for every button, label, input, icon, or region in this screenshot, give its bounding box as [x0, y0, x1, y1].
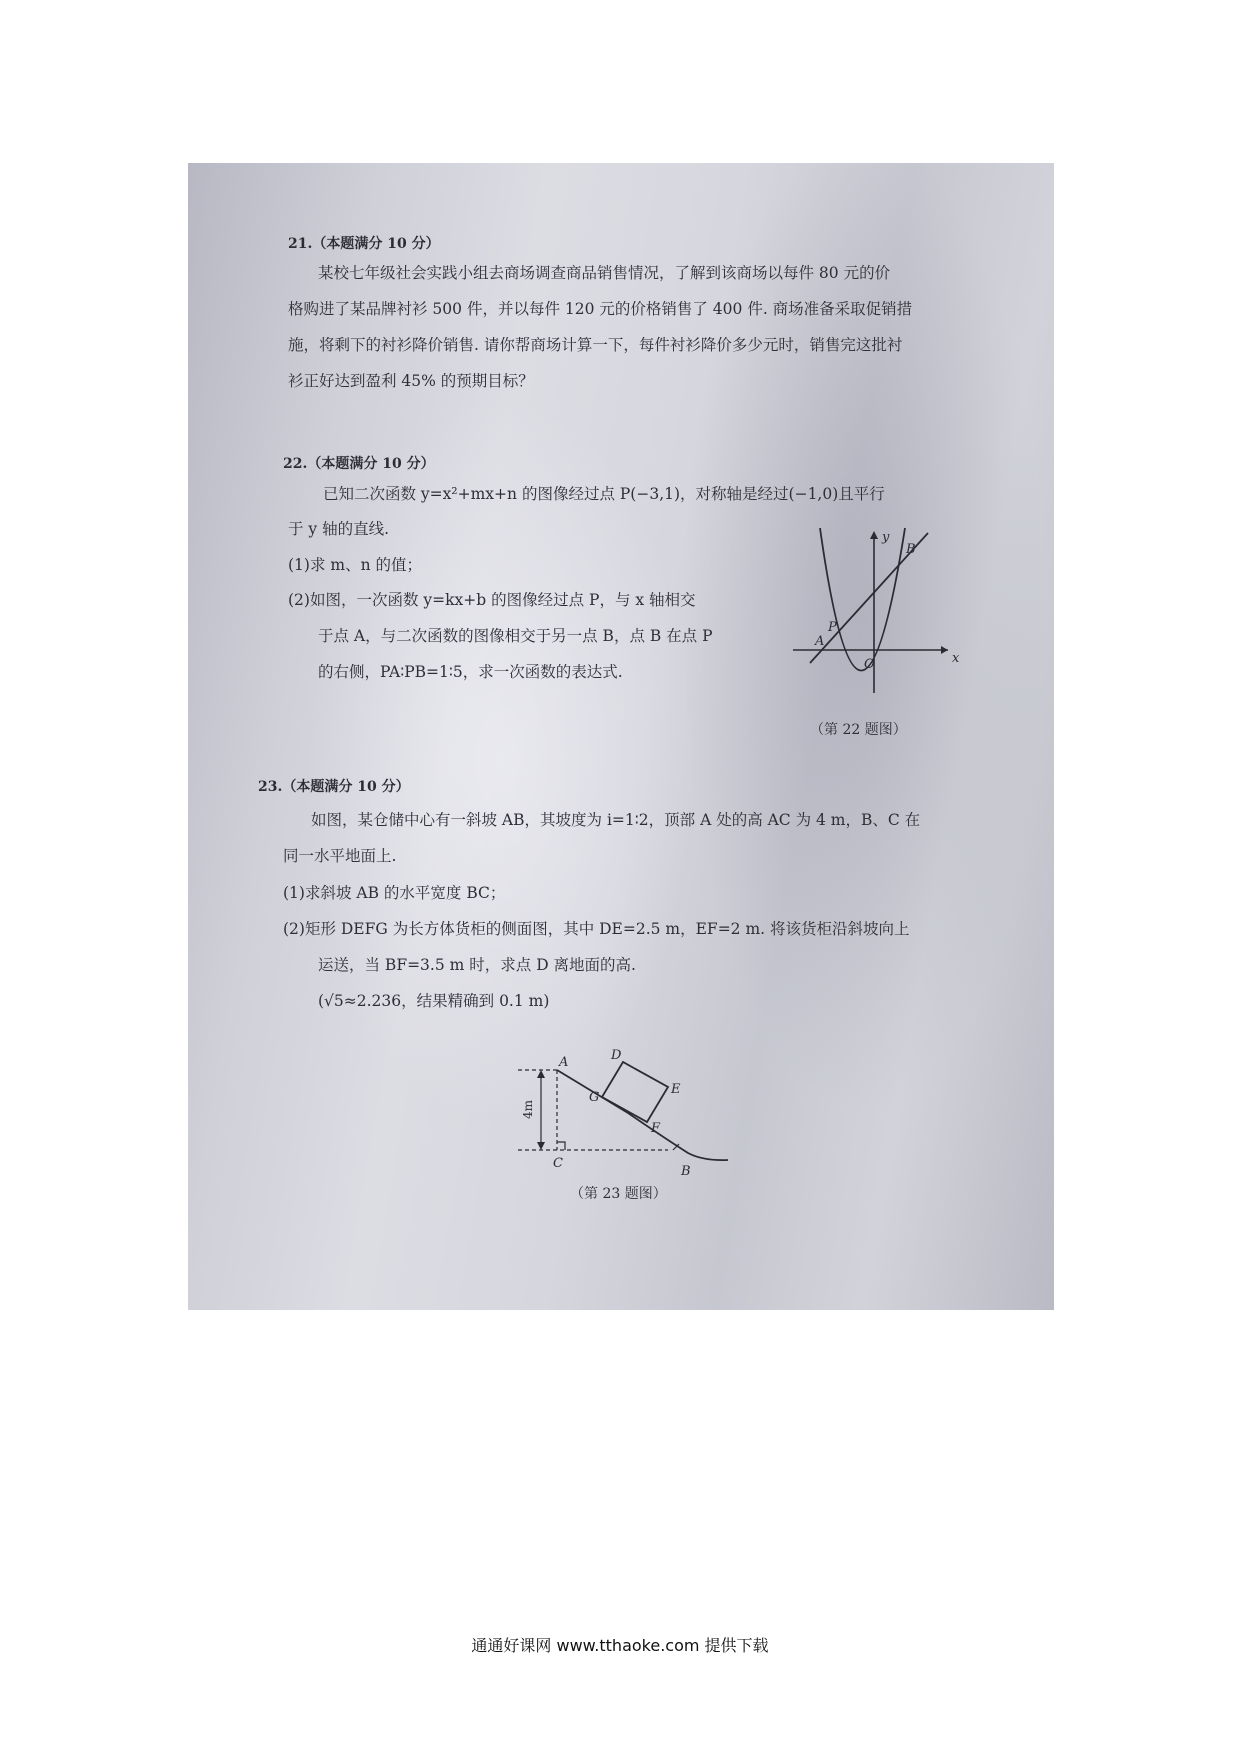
x-axis-arrow [941, 646, 948, 654]
y-axis-arrow [870, 531, 878, 539]
q23-line-6: (√5≈2.236，结果精确到 0.1 m) [318, 992, 550, 1010]
label-B: B [681, 1164, 691, 1179]
q21-line-3: 施，将剩下的衬衫降价销售. 请你帮商场计算一下，每件衬衫降价多少元时，销售完这批衬 [288, 336, 903, 354]
label-height-4m: 4m [521, 1099, 535, 1119]
q23-line-1: 如图，某仓储中心有一斜坡 AB，其坡度为 i=1∶2，顶部 A 处的高 AC 为 4 m，B、C 在 [311, 811, 921, 829]
q23-line-5: 运送，当 BF=3.5 m 时，求点 D 离地面的高. [318, 956, 636, 974]
label-C: C [553, 1156, 563, 1171]
height-arrow-top [537, 1070, 545, 1078]
figure-22-graph [788, 523, 978, 713]
figure-22-caption: （第 22 题图） [810, 722, 907, 738]
download-source-footer: 通通好课网 www.tthaoke.com 提供下载 [471, 1636, 769, 1655]
label-G: G [589, 1090, 600, 1105]
label-O: O [864, 657, 875, 672]
label-D: D [611, 1048, 622, 1063]
slope-AB [557, 1070, 728, 1160]
label-x: x [952, 651, 960, 666]
q23-line-3: (1)求斜坡 AB 的水平宽度 BC； [283, 884, 506, 902]
figure-23-caption: （第 23 题图） [570, 1186, 667, 1202]
q21-line-1: 某校七年级社会实践小组去商场调查商品销售情况，了解到该商场以每件 80 元的价 [318, 264, 891, 282]
q22-line-5: 于点 A，与二次函数的图像相交于另一点 B，点 B 在点 P [318, 627, 713, 645]
exam-sheet-photo [188, 163, 1054, 1310]
q23-heading: 23.（本题满分 10 分） [258, 779, 410, 795]
q23-line-2: 同一水平地面上. [283, 847, 397, 865]
label-B: B [906, 542, 916, 557]
q22-line-2: 于 y 轴的直线. [288, 520, 390, 538]
label-y: y [882, 530, 890, 545]
q21-heading: 21.（本题满分 10 分） [288, 236, 440, 252]
q22-line-4: (2)如图，一次函数 y=kx+b 的图像经过点 P，与 x 轴相交 [288, 591, 696, 609]
label-E: E [671, 1082, 681, 1097]
label-F: F [651, 1121, 661, 1136]
q21-line-2: 格购进了某品牌衬衫 500 件，并以每件 120 元的价格销售了 400 件. 商场准备采取促销措 [288, 300, 913, 318]
q22-heading: 22.（本题满分 10 分） [283, 456, 435, 472]
label-A: A [559, 1055, 569, 1070]
parabola-curve [820, 528, 905, 671]
q22-line-1: 已知二次函数 y=x²+mx+n 的图像经过点 P(−3,1)，对称轴是经过(−1,0)且平行 [323, 485, 885, 503]
height-arrow-bottom [537, 1142, 545, 1150]
rectangle-DEFG [602, 1062, 668, 1122]
q23-line-4: (2)矩形 DEFG 为长方体货柜的侧面图，其中 DE=2.5 m，EF=2 m. 将该货柜沿斜坡向上 [283, 920, 910, 938]
label-A: A [815, 634, 825, 649]
label-P: P [828, 620, 837, 635]
q22-line-6: 的右侧，PA∶PB=1∶5，求一次函数的表达式. [318, 663, 623, 681]
figure-23-slope-diagram [513, 1033, 753, 1183]
right-angle-C [557, 1142, 565, 1150]
q22-line-3: (1)求 m、n 的值； [288, 556, 422, 574]
q21-line-4: 衫正好达到盈利 45% 的预期目标？ [288, 372, 534, 390]
